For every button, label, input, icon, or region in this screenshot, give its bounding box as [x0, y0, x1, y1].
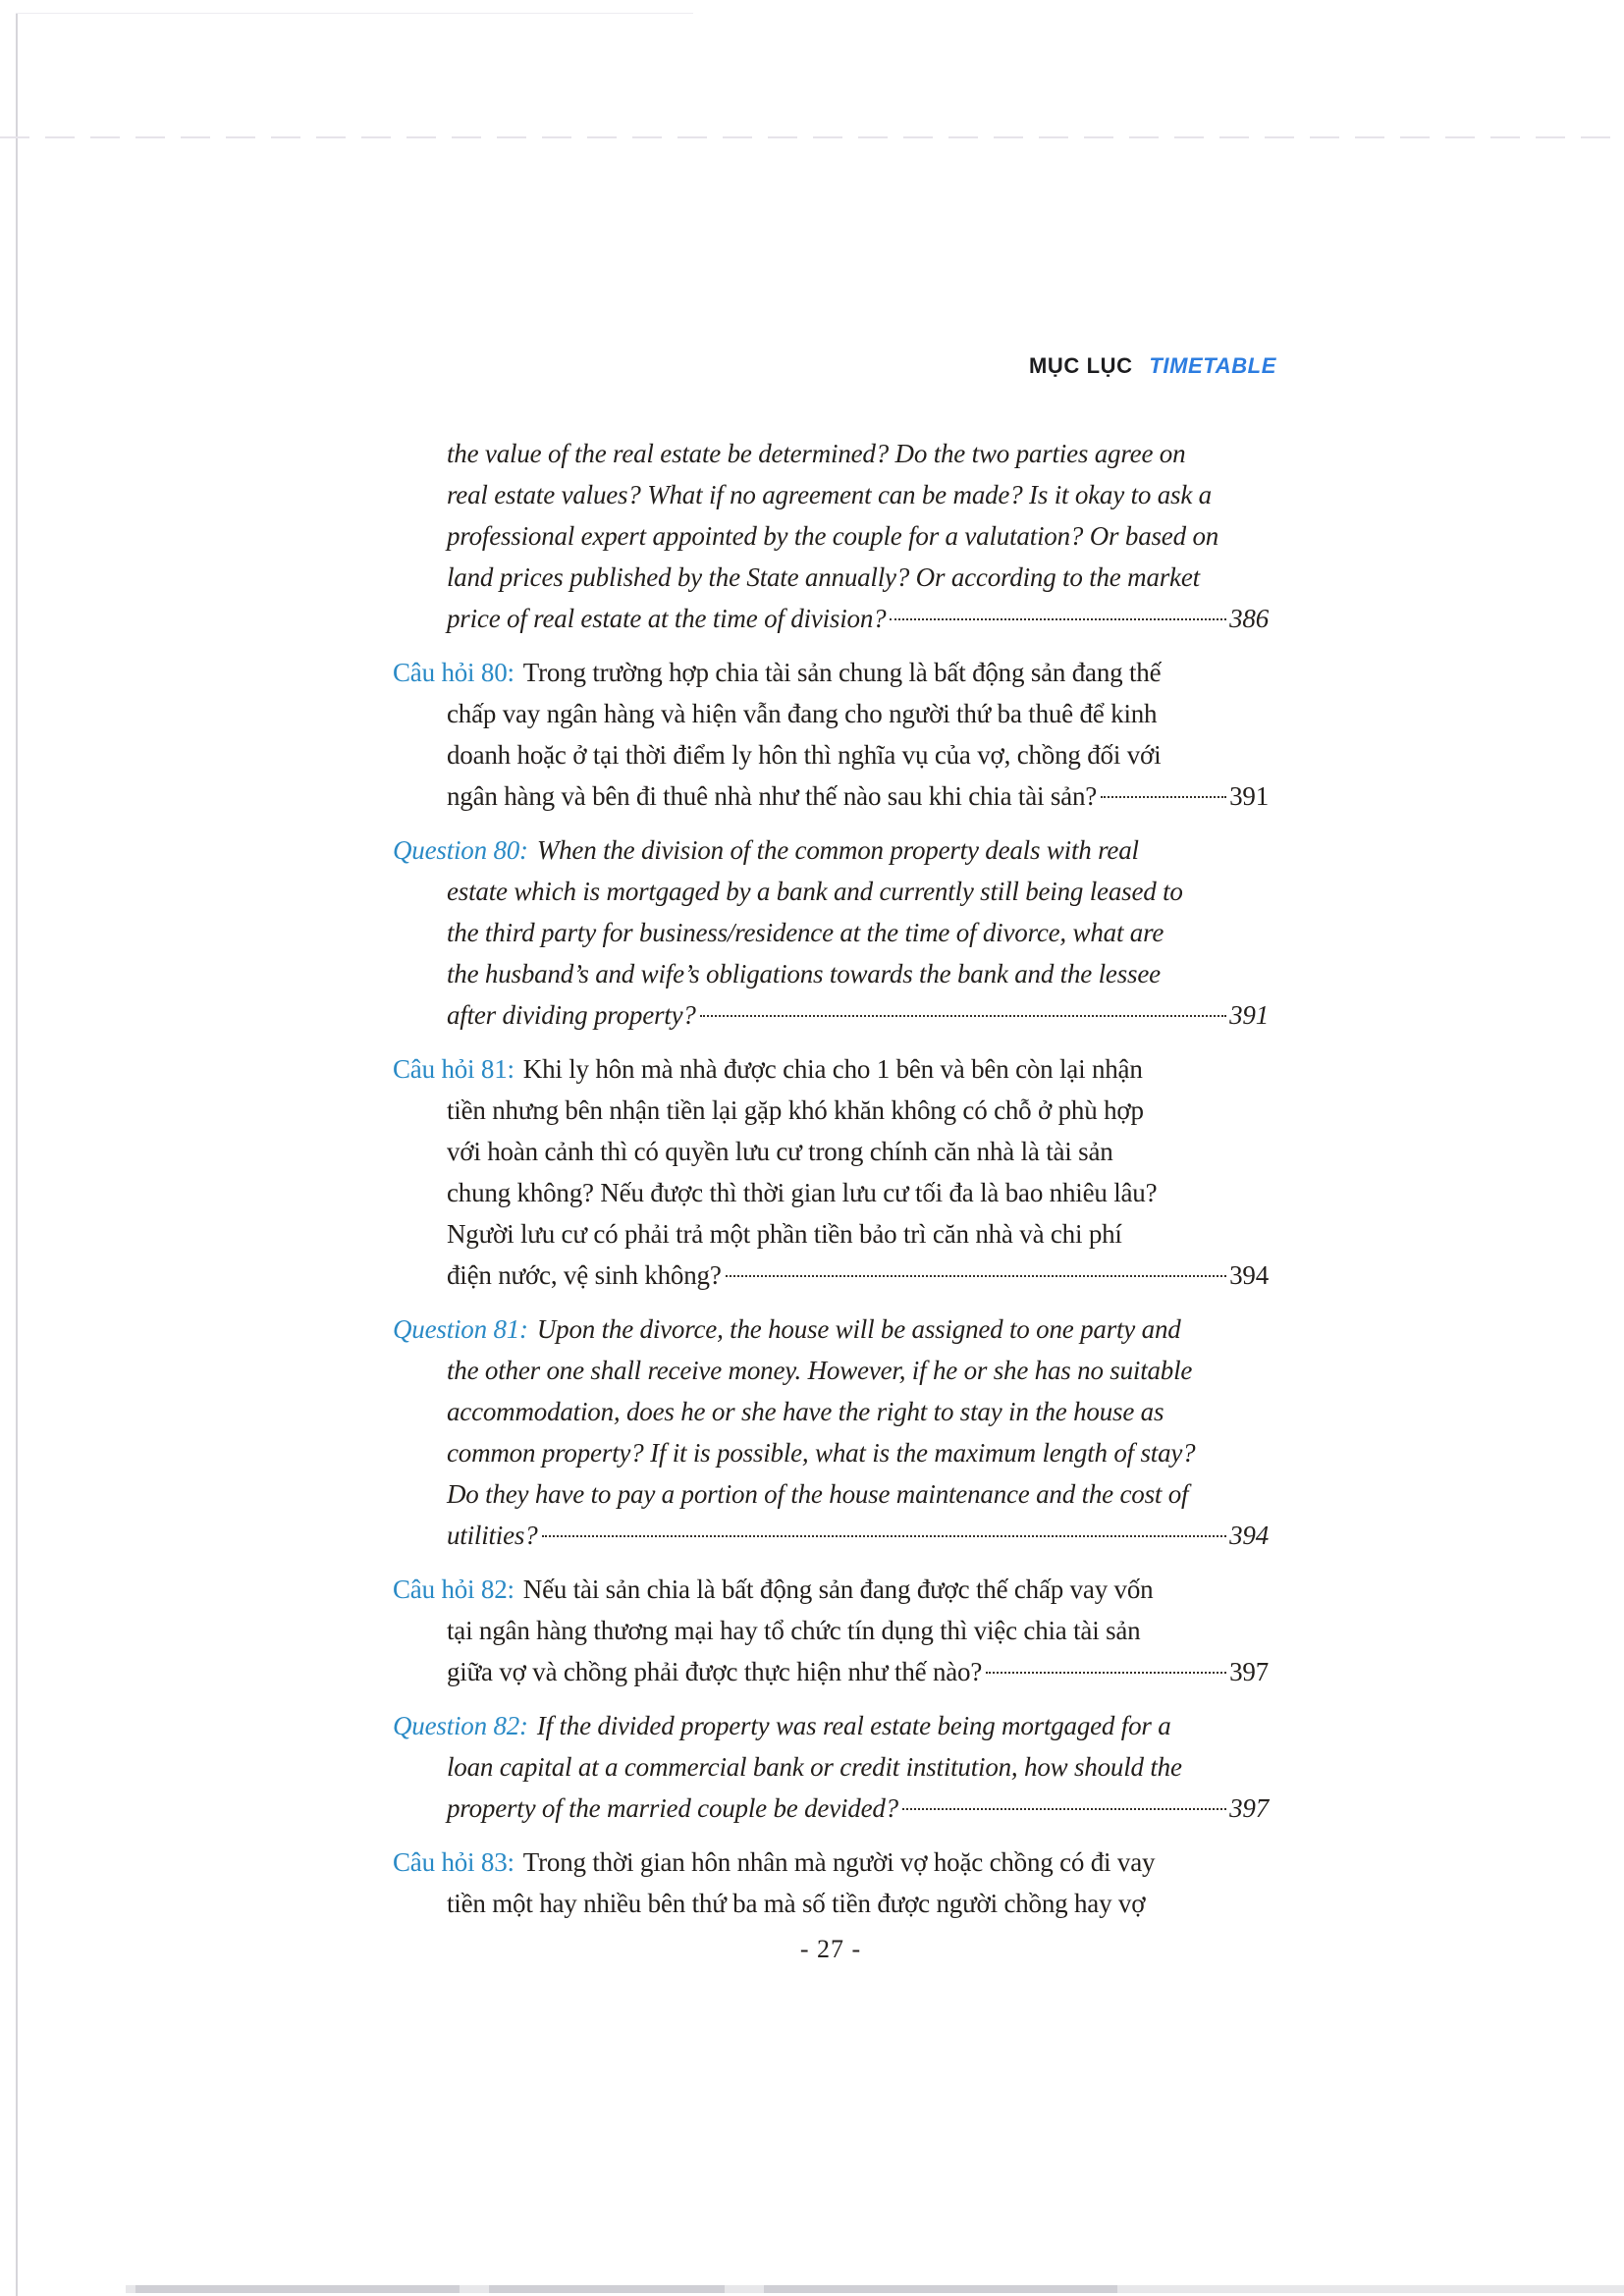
toc-line — [393, 1213, 1269, 1255]
toc-line — [393, 1308, 1269, 1350]
toc-line-with-page — [393, 775, 1269, 817]
toc-entry-text: Do they have to pay a portion of the house maintenance and the cost of — [447, 1479, 1189, 1509]
toc-entry-text: after dividing property? — [447, 1000, 696, 1030]
toc-entry-text: land prices published by the State annually? Or according to the market — [447, 562, 1200, 592]
toc-line — [393, 1473, 1269, 1515]
toc-entry-text: chấp vay ngân hàng và hiện vẫn đang cho người thứ ba thuê để kinh — [447, 699, 1158, 728]
toc-line — [393, 652, 1269, 693]
toc-line — [393, 1391, 1269, 1432]
toc-line — [393, 1048, 1269, 1090]
page-header — [1029, 353, 1276, 379]
toc-entry-text: professional expert appointed by the couple for a valutation? Or based on — [447, 521, 1219, 551]
toc-entry — [393, 829, 1269, 1036]
toc-line — [393, 1883, 1269, 1924]
dot-leader — [542, 1535, 1227, 1537]
toc-entry-text: loan capital at a commercial bank or credit institution, how should the — [447, 1752, 1182, 1782]
toc-entry-text: property of the married couple be devided? — [447, 1793, 898, 1823]
toc-entry-text: giữa vợ và chồng phải được thực hiện như thế nào? — [447, 1657, 983, 1686]
toc-line — [393, 953, 1269, 994]
toc-entry — [393, 1048, 1269, 1296]
toc-entry-text: real estate values? What if no agreement can be made? Is it okay to ask a — [447, 480, 1212, 509]
toc-line — [393, 1842, 1269, 1883]
toc-entry — [393, 652, 1269, 817]
toc-entry-label: Câu hỏi 82: — [393, 1575, 514, 1604]
toc-entry-text: the value of the real estate be determined? Do the two parties agree on — [447, 439, 1186, 468]
toc-entry-text: the husband’s and wife’s obligations towards the bank and the lessee — [447, 959, 1161, 988]
toc-entry — [393, 1842, 1269, 1924]
toc-entry-text: When the division of the common property deals with real — [536, 835, 1139, 865]
toc-page-number: 394 — [1229, 1260, 1269, 1290]
dot-leader — [1101, 796, 1226, 798]
toc-page-number: 391 — [1229, 781, 1269, 811]
toc-entry-label: Câu hỏi 80: — [393, 658, 514, 687]
scan-bottom-strip-segment — [489, 2285, 725, 2293]
toc-entry-label: Câu hỏi 81: — [393, 1054, 514, 1084]
toc-line — [393, 734, 1269, 775]
toc-entry-text: accommodation, does he or she have the right to stay in the house as — [447, 1397, 1164, 1426]
toc-line — [393, 1746, 1269, 1788]
toc-line-with-page — [393, 1651, 1269, 1692]
toc-line-with-page — [393, 1255, 1269, 1296]
toc-page-number: 386 — [1229, 604, 1269, 633]
toc-entry-text: Upon the divorce, the house will be assigned to one party and — [536, 1314, 1181, 1344]
toc-line — [393, 693, 1269, 734]
toc-line — [393, 1610, 1269, 1651]
toc-line — [393, 1172, 1269, 1213]
toc-line-with-page — [393, 1515, 1269, 1556]
toc-entry-label: Question 80: — [393, 835, 528, 865]
scan-bottom-strip-segment — [135, 2285, 460, 2293]
scan-bottom-strip-segment — [764, 2285, 1117, 2293]
toc-entry-text: điện nước, vệ sinh không? — [447, 1260, 722, 1290]
toc-line — [393, 829, 1269, 871]
header-section-subtitle: TIMETABLE — [1149, 353, 1276, 378]
toc-entry-text: Người lưu cư có phải trả một phần tiền bảo trì căn nhà và chi phí — [447, 1219, 1122, 1249]
header-section-title: MỤC LỤC — [1028, 353, 1133, 378]
toc-page-number: 397 — [1229, 1793, 1269, 1823]
toc-entry — [393, 1569, 1269, 1692]
toc-line — [393, 1350, 1269, 1391]
scan-bottom-strip — [126, 2285, 1624, 2293]
toc-entry-text: Trong trường hợp chia tài sản chung là bất động sản đang thế — [522, 658, 1162, 687]
toc-entry-text: utilities? — [447, 1521, 538, 1550]
toc-entry-text: Trong thời gian hôn nhân mà người vợ hoặc chồng có đi vay — [522, 1847, 1156, 1877]
toc-entry-text: the third party for business/residence at the time of divorce, what are — [447, 918, 1164, 947]
toc-line-with-page — [393, 1788, 1269, 1829]
table-of-contents — [393, 433, 1269, 1937]
dot-leader — [902, 1808, 1226, 1810]
toc-entry-text: tại ngân hàng thương mại hay tổ chức tín dụng thì việc chia tài sản — [447, 1616, 1141, 1645]
toc-page-number: 394 — [1229, 1521, 1269, 1550]
toc-entry-text: common property? If it is possible, what is the maximum length of stay? — [447, 1438, 1196, 1468]
toc-line — [393, 474, 1269, 515]
toc-entry-text: chung không? Nếu được thì thời gian lưu cư tối đa là bao nhiêu lâu? — [447, 1178, 1158, 1207]
toc-entry — [393, 1705, 1269, 1829]
toc-line-with-page — [393, 598, 1269, 639]
toc-entry-text: tiền một hay nhiều bên thứ ba mà số tiền được người chồng hay vợ — [447, 1889, 1146, 1918]
toc-page-number: 391 — [1229, 1000, 1269, 1030]
scan-edge-top-line — [16, 13, 693, 14]
toc-entry-text: estate which is mortgaged by a bank and currently still being leased to — [447, 877, 1183, 906]
toc-line — [393, 557, 1269, 598]
toc-line-with-page — [393, 994, 1269, 1036]
dot-leader — [986, 1672, 1226, 1674]
toc-entry-text: doanh hoặc ở tại thời điểm ly hôn thì nghĩa vụ của vợ, chồng đối với — [447, 740, 1162, 770]
toc-line — [393, 515, 1269, 557]
toc-entry-text: ngân hàng và bên đi thuê nhà như thế nào sau khi chia tài sản? — [447, 781, 1098, 811]
toc-entry-text: Nếu tài sản chia là bất động sản đang được thế chấp vay vốn — [522, 1575, 1154, 1604]
toc-entry-text: Khi ly hôn mà nhà được chia cho 1 bên và bên còn lại nhận — [522, 1054, 1143, 1084]
toc-line — [393, 1432, 1269, 1473]
toc-line — [393, 912, 1269, 953]
scan-dashed-line — [0, 136, 1624, 138]
toc-line — [393, 871, 1269, 912]
toc-entry — [393, 433, 1269, 639]
toc-entry-text: tiền nhưng bên nhận tiền lại gặp khó khăn không có chỗ ở phù hợp — [447, 1095, 1144, 1125]
scan-edge-vertical-line — [16, 13, 18, 2296]
toc-entry-label: Question 81: — [393, 1314, 528, 1344]
dot-leader — [700, 1015, 1226, 1017]
toc-entry-text: the other one shall receive money. However, if he or she has no suitable — [447, 1356, 1193, 1385]
dot-leader — [890, 618, 1226, 620]
toc-page-number: 397 — [1229, 1657, 1269, 1686]
toc-line — [393, 1569, 1269, 1610]
toc-entry-label: Câu hỏi 83: — [393, 1847, 514, 1877]
dot-leader — [726, 1275, 1226, 1277]
page-number-footer: - 27 - — [799, 1935, 862, 1963]
toc-entry-label: Question 82: — [393, 1711, 528, 1740]
toc-line — [393, 1131, 1269, 1172]
toc-entry-text: với hoàn cảnh thì có quyền lưu cư trong chính căn nhà là tài sản — [447, 1137, 1113, 1166]
toc-line — [393, 433, 1269, 474]
toc-line — [393, 1090, 1269, 1131]
toc-entry — [393, 1308, 1269, 1556]
toc-line — [393, 1705, 1269, 1746]
toc-entry-text: price of real estate at the time of division? — [447, 604, 887, 633]
toc-entry-text: If the divided property was real estate being mortgaged for a — [536, 1711, 1171, 1740]
